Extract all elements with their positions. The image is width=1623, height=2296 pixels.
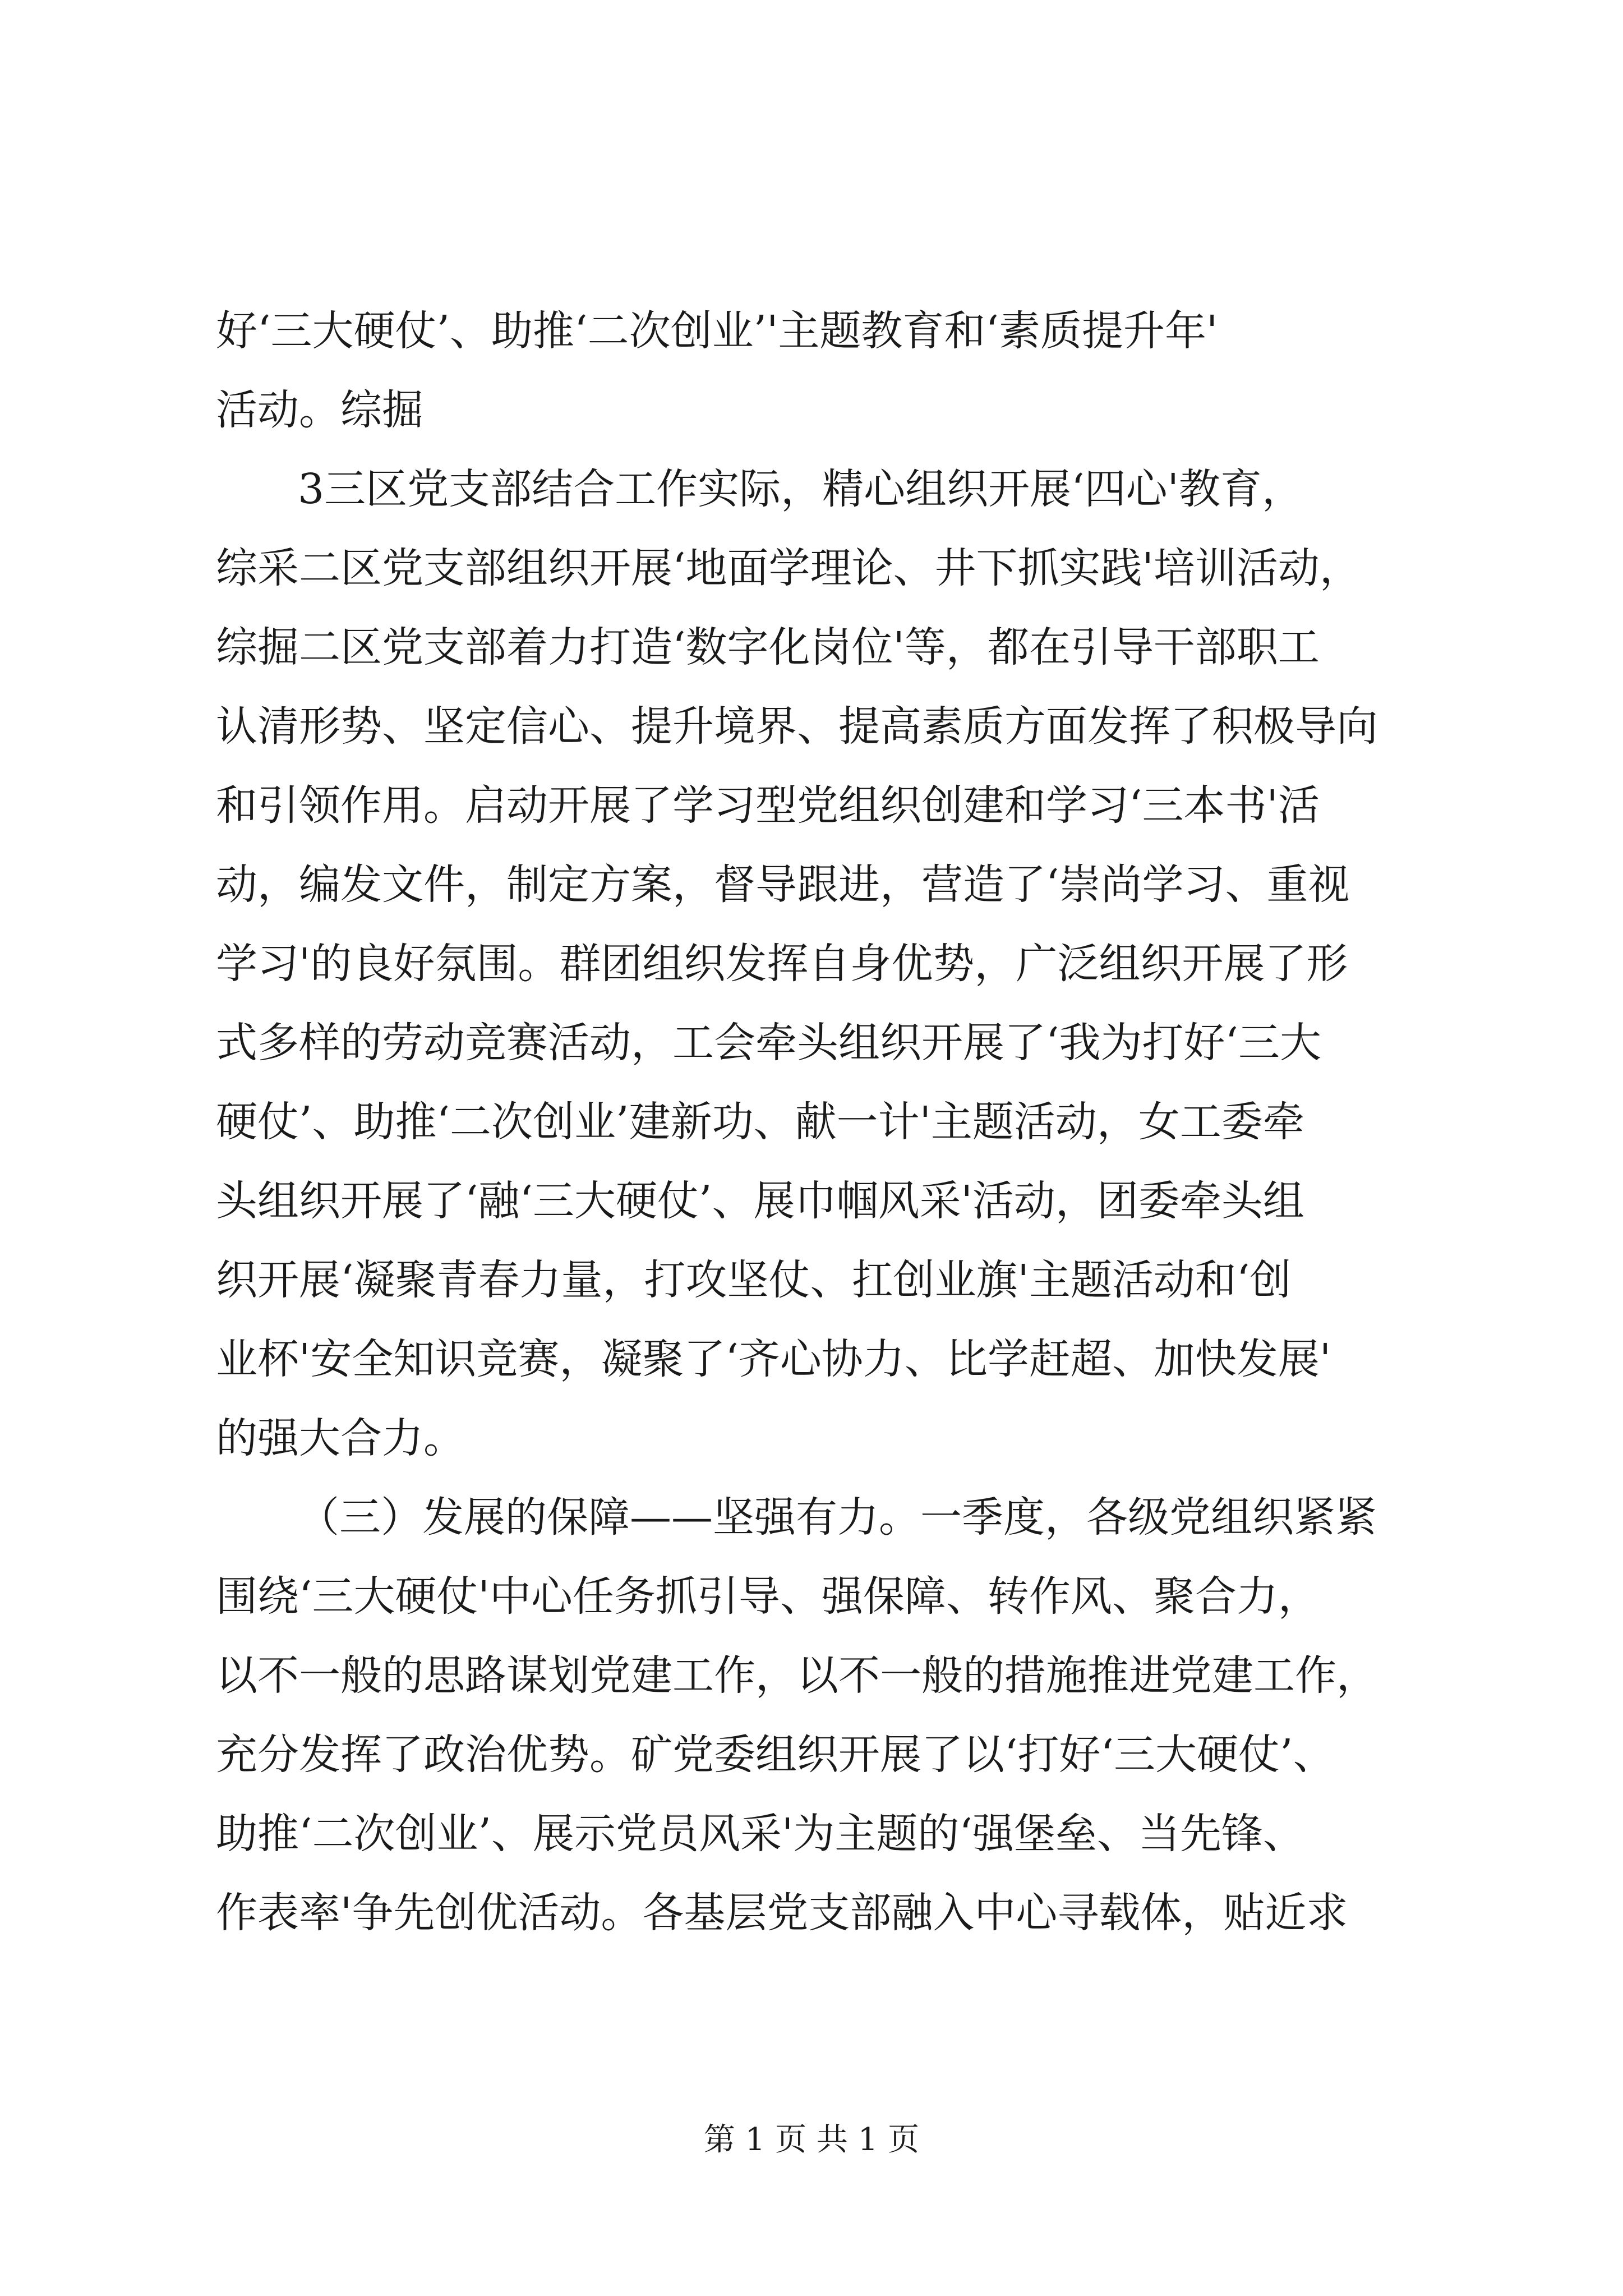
text-line: 以不一般的思路谋划党建工作，以不一般的措施推进党建工作， [216,1651,1378,1700]
text-line: 学习'的良好氛围。群团组织发挥自身优势，广泛组织开展了形 [216,940,1348,988]
text-line: 的强大合力。 [216,1414,465,1462]
text-line: 充分发挥了政治优势。矿党委组织开展了以‘打好‘三大硬仗’、 [216,1731,1335,1779]
text-line: 式多样的劳动竞赛活动，工会牵头组织开展了‘我为打好‘三大 [216,1019,1322,1067]
page-footer [0,2115,1623,2160]
text-line: 动，编发文件，制定方案，督导跟进，营造了‘崇尚学习、重视 [216,861,1350,909]
paragraph-start-line: 3三区党支部结合工作实际，精心组织开展‘四心'教育， [298,465,1303,513]
text-line: 认清形势、坚定信心、提升境界、提高素质方面发挥了积极导向 [216,702,1378,751]
text-line: 助推‘二次创业’、展示党员风采'为主题的‘强堡垒、当先锋、 [216,1810,1304,1858]
page-number: 第 1 页 共 1 页 [703,2122,920,2158]
text-line: 作表率'争先创优活动。各基层党支部融入中心寻载体，贴近求 [216,1889,1348,1937]
text-line: 业杯'安全知识竞赛，凝聚了‘齐心协力、比学赶超、加快发展' [216,1335,1331,1383]
text-line: 综采二区党支部组织开展‘地面学理论、井下抓实践'培训活动， [216,544,1361,592]
paragraph-start-line: （三）发展的保障——坚强有力。一季度，各级党组织紧紧 [298,1493,1377,1542]
text-line: 头组织开展了‘融‘三大硬仗’、展巾帼风采'活动，团委牵头组 [216,1177,1304,1225]
text-line: 综掘二区党支部着力打造‘数字化岗位'等，都在引导干部职工 [216,623,1320,671]
text-line: 好‘三大硬仗’、助推‘二次创业’'主题教育和‘素质提升年' [216,307,1218,355]
document-body [216,292,1472,1953]
text-line: 织开展‘凝聚青春力量，打攻坚仗、扛创业旗'主题活动和‘创 [216,1256,1292,1304]
text-line: 硬仗’、助推‘二次创业’建新功、献一计'主题活动，女工委牵 [216,1098,1304,1146]
text-line: 围绕‘三大硬仗'中心任务抓引导、强保障、转作风、聚合力， [216,1572,1320,1621]
text-line: 和引领作用。启动开展了学习型党组织创建和学习‘三本书'活 [216,781,1320,830]
text-line: 活动。综掘 [216,386,423,434]
